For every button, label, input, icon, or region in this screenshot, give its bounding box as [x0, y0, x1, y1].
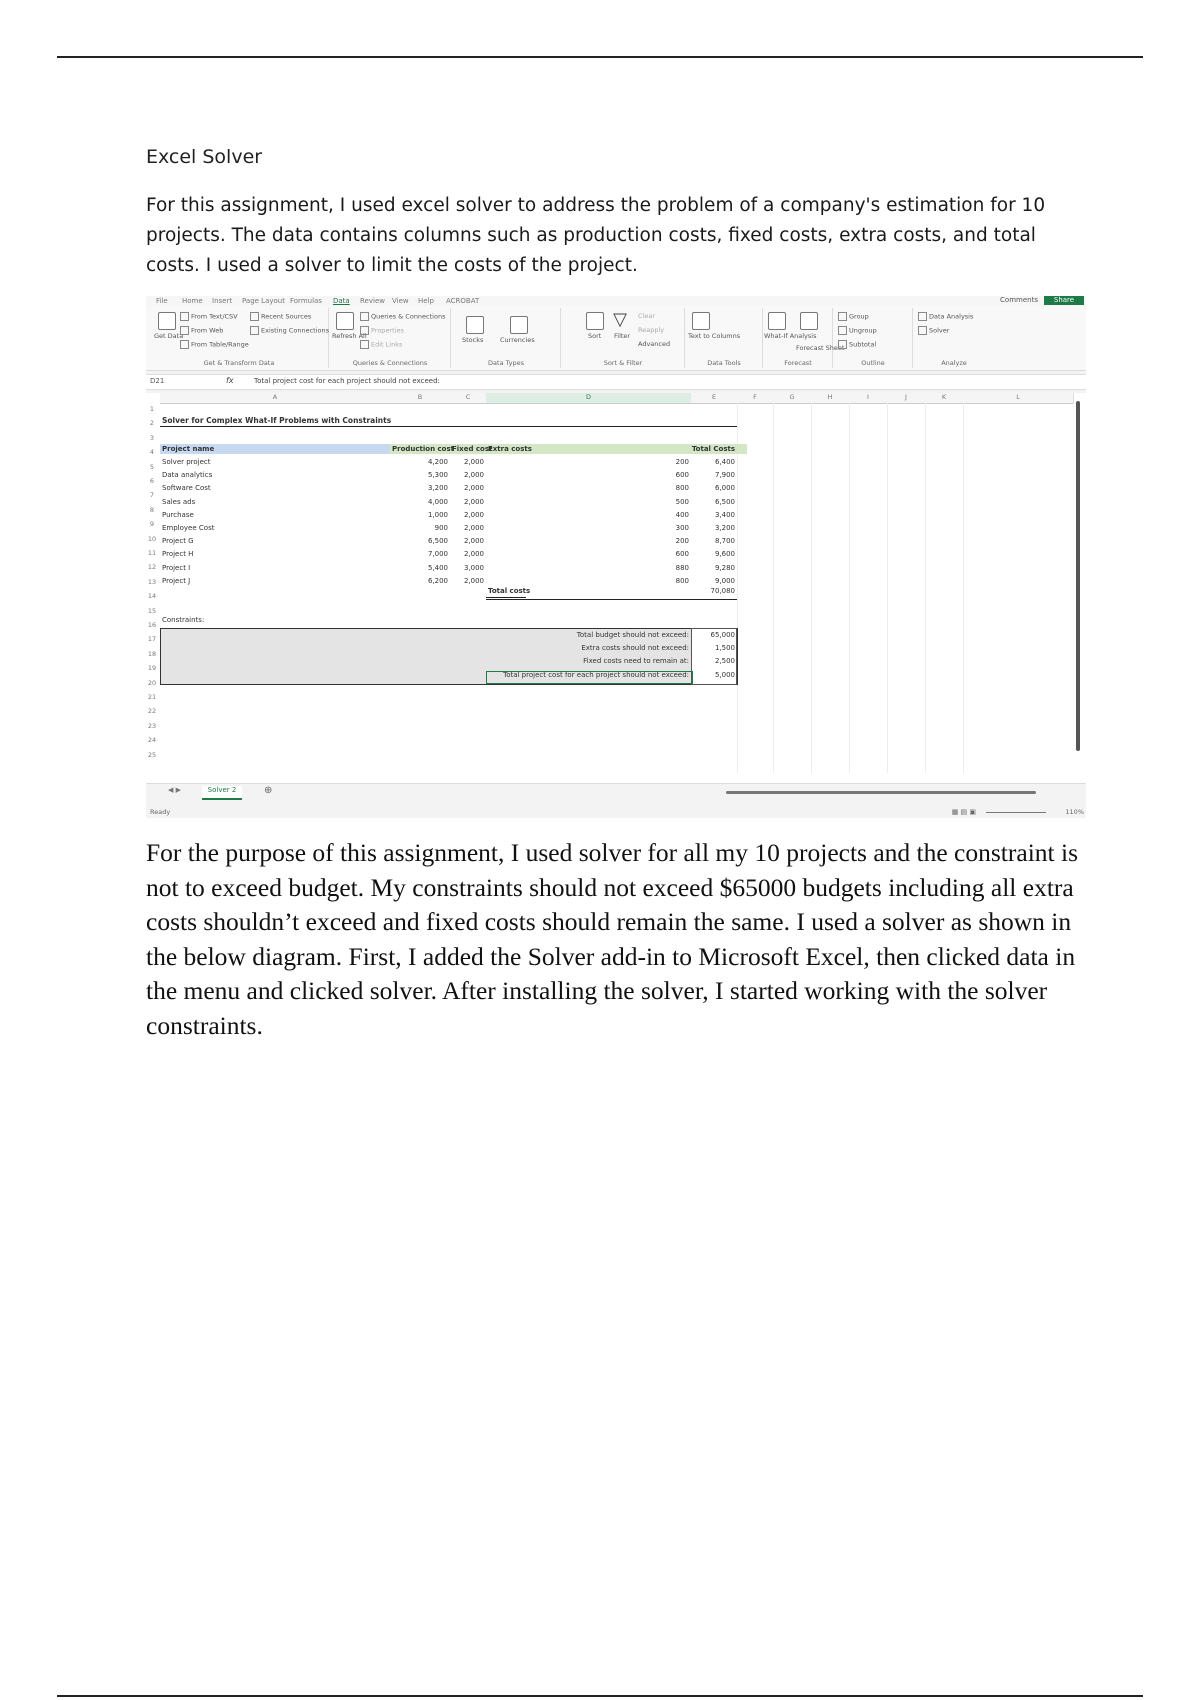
name-box[interactable]: D21: [150, 377, 165, 385]
menu-page-layout[interactable]: Page Layout: [242, 297, 285, 305]
gridline: [811, 403, 812, 773]
gridline: [773, 403, 774, 773]
vertical-scrollbar[interactable]: [1076, 401, 1080, 751]
group-label: Data Tools: [707, 359, 741, 367]
comments-button[interactable]: Comments: [1000, 296, 1038, 304]
text-to-columns-icon: [692, 312, 710, 330]
title-underline: [160, 426, 737, 427]
row-number[interactable]: 6: [149, 477, 155, 485]
group-label: Sort & Filter: [603, 359, 643, 367]
cell-total-costs[interactable]: 6,500: [714, 497, 735, 506]
file-icon: [180, 312, 189, 321]
worksheet-grid[interactable]: [146, 393, 1086, 783]
column-header-h[interactable]: H: [811, 393, 850, 404]
cell-production-cost[interactable]: 5,300: [427, 471, 448, 480]
cell-total-costs[interactable]: 6,000: [714, 484, 735, 493]
cell-total-costs[interactable]: 3,200: [714, 524, 735, 532]
existing-connections-button[interactable]: Existing Connections: [250, 326, 329, 335]
header-total-costs[interactable]: Total Costs: [691, 445, 735, 453]
header-rule: [57, 56, 1143, 58]
group-label: Get & Transform Data: [203, 359, 275, 367]
row-number[interactable]: 25: [147, 750, 157, 759]
menu-help[interactable]: Help: [418, 297, 434, 305]
gridline: [963, 403, 964, 773]
menu-view[interactable]: View: [392, 297, 409, 305]
row-number[interactable]: 9: [149, 520, 155, 529]
group-queries: [330, 308, 451, 368]
constraint-label[interactable]: Total budget should not exceed:: [576, 631, 689, 639]
constraint-label[interactable]: Fixed costs need to remain at:: [583, 657, 689, 666]
group-analyze: [914, 308, 994, 368]
gridline: [887, 403, 888, 773]
cell-production-cost[interactable]: 900: [434, 524, 448, 532]
horizontal-scrollbar[interactable]: [726, 791, 1036, 794]
row-number[interactable]: 2: [149, 419, 155, 428]
row-number[interactable]: 16: [147, 621, 157, 629]
cell-fixed-cost[interactable]: 2,000: [463, 484, 484, 493]
cell-fixed-cost[interactable]: 2,000: [463, 576, 484, 585]
column-header-i[interactable]: I: [849, 393, 888, 404]
cell-extra-costs[interactable]: 600: [675, 471, 689, 480]
row-number[interactable]: 20: [147, 678, 157, 687]
cell-production-cost[interactable]: 4,200: [427, 458, 448, 466]
data-analysis-icon: [918, 312, 927, 321]
column-header-l[interactable]: L: [963, 393, 1074, 404]
document-title: Excel Solver: [146, 146, 263, 168]
intro-paragraph: For this assignment, I used excel solver to address the problem of a company's estimation for 10 projects. The data contains columns such as production costs, fixed costs, extra costs, and total costs. I used a solver to limit the costs of the project.: [146, 195, 1046, 276]
selected-cell-d21[interactable]: [486, 671, 693, 684]
cell-project-name[interactable]: Employee Cost: [162, 524, 215, 532]
bank-icon: [466, 316, 484, 334]
cell-extra-costs[interactable]: 200: [675, 537, 689, 546]
body-paragraph: For the purpose of this assignment, I used solver for all my 10 projects and the constraint is not to exceed budget. My constraints should not exceed $65000 budgets including all extra costs shouldn’t exceed and fixed costs should remain the same. I used a solver as shown in the below diagram. First, I added the Solver add-in to Microsoft Excel, then clicked data in the menu and clicked solver. After installing the solver, I started working with the solver constraints.: [146, 838, 1078, 1040]
cell-project-name[interactable]: Sales ads: [162, 497, 196, 506]
gridline: [925, 403, 926, 773]
clock-icon: [250, 312, 259, 321]
row-number[interactable]: 5: [149, 462, 155, 471]
cell-total-costs[interactable]: 9,000: [714, 576, 735, 585]
link-icon: [250, 326, 259, 335]
cell-fixed-cost[interactable]: 2,000: [463, 510, 484, 519]
cell-total-costs[interactable]: 9,280: [714, 563, 735, 572]
group-forecast: [764, 308, 845, 368]
column-header-k[interactable]: K: [925, 393, 964, 404]
cell-extra-costs[interactable]: 880: [675, 563, 689, 572]
cell-production-cost[interactable]: 6,200: [427, 576, 448, 585]
solver-button[interactable]: Solver: [918, 326, 949, 335]
forecast-sheet-button[interactable]: Forecast Sheet: [796, 344, 845, 352]
edit-links-button[interactable]: Edit Links: [360, 340, 402, 349]
cell-extra-costs[interactable]: 800: [675, 576, 689, 585]
row-number[interactable]: 23: [147, 721, 157, 730]
cell-total-costs[interactable]: 7,900: [714, 471, 735, 480]
cell-fixed-cost[interactable]: 3,000: [463, 563, 484, 572]
menu-file[interactable]: File: [156, 297, 168, 305]
cell-total-costs[interactable]: 6,400: [714, 458, 735, 466]
menu-insert[interactable]: Insert: [212, 297, 233, 305]
group-data-tools: [686, 308, 763, 368]
group-icon: [838, 312, 847, 321]
cell-production-cost[interactable]: 4,000: [427, 497, 448, 506]
constraint-label[interactable]: Extra costs should not exceed:: [581, 644, 689, 653]
cell-extra-costs[interactable]: 500: [675, 497, 689, 506]
constraints-label[interactable]: Constraints:: [162, 616, 205, 624]
row-number[interactable]: 8: [149, 505, 155, 514]
currency-icon: [510, 316, 528, 334]
cell-production-cost[interactable]: 1,000: [427, 510, 448, 519]
sort-button[interactable]: Sort: [588, 332, 602, 340]
properties-icon: [360, 326, 369, 335]
cell-extra-costs[interactable]: 200: [675, 458, 689, 466]
share-button[interactable]: Share: [1044, 296, 1084, 305]
status-ready: Ready: [150, 808, 171, 816]
cell-project-name[interactable]: Project J: [162, 576, 191, 585]
header-project-name[interactable]: Project name: [162, 445, 215, 453]
excel-menu-bar: [146, 296, 1086, 306]
row-number[interactable]: 15: [147, 606, 157, 615]
refresh-all-button[interactable]: Refresh All: [332, 332, 367, 340]
row-number[interactable]: 1: [149, 405, 155, 413]
total-costs-label[interactable]: Total costs: [488, 587, 531, 595]
column-header-e[interactable]: E: [691, 393, 738, 404]
properties-button[interactable]: Properties: [360, 326, 404, 335]
formula-bar: [146, 374, 1086, 390]
cell-total-costs[interactable]: 9,600: [714, 550, 735, 559]
what-if-button[interactable]: What-If Analysis: [764, 332, 817, 340]
group-label: Forecast: [784, 359, 812, 367]
column-header-g[interactable]: G: [773, 393, 812, 404]
cell-total-costs[interactable]: 3,400: [714, 510, 735, 519]
forecast-sheet-icon: [800, 312, 818, 330]
globe-icon: [180, 326, 189, 335]
cell-project-name[interactable]: Solver project: [162, 458, 211, 466]
constraint-value[interactable]: 5,000: [714, 670, 735, 679]
column-header-c[interactable]: C: [450, 393, 487, 404]
table-icon: [180, 340, 189, 349]
cell-production-cost[interactable]: 3,200: [427, 484, 448, 493]
menu-formulas[interactable]: Formulas: [290, 297, 322, 305]
cell-total-costs[interactable]: 8,700: [714, 537, 735, 546]
row-number[interactable]: 19: [147, 664, 157, 673]
clear-button[interactable]: Clear: [638, 312, 655, 320]
fx-icon: fx: [226, 376, 234, 385]
formula-input[interactable]: Total project cost for each project should not exceed:: [254, 377, 440, 385]
queries-connections-button[interactable]: Queries & Connections: [360, 312, 445, 321]
advanced-button[interactable]: Advanced: [638, 340, 671, 348]
row-number[interactable]: 21: [147, 693, 157, 701]
cell-project-name[interactable]: Data analytics: [162, 471, 213, 480]
column-header-f[interactable]: F: [737, 393, 774, 404]
sheet-tab-bar: [146, 783, 1086, 808]
total-costs-value[interactable]: 70,080: [710, 587, 735, 595]
menu-acrobat[interactable]: ACROBAT: [446, 297, 480, 305]
subtotal-icon: [838, 340, 847, 349]
cell-extra-costs[interactable]: 300: [675, 524, 689, 532]
ribbon: [146, 306, 1086, 371]
cell-extra-costs[interactable]: 600: [675, 550, 689, 559]
from-table-button[interactable]: From Table/Range: [180, 340, 249, 349]
row-number[interactable]: 22: [147, 707, 157, 716]
cell-extra-costs[interactable]: 800: [675, 484, 689, 493]
menu-review[interactable]: Review: [360, 297, 385, 305]
group-label: Analyze: [941, 359, 967, 367]
group-label: Queries & Connections: [352, 359, 428, 367]
refresh-icon: [336, 312, 354, 330]
menu-home[interactable]: Home: [182, 297, 203, 305]
column-header-d[interactable]: D: [486, 393, 692, 404]
gridline: [849, 403, 850, 773]
column-header-j[interactable]: J: [887, 393, 926, 404]
row-number[interactable]: 11: [147, 549, 157, 557]
sheet-title[interactable]: Solver for Complex What-If Problems with Constraints: [162, 416, 392, 425]
group-get-transform: [150, 308, 329, 368]
sort-icon: [586, 312, 604, 330]
group-label: Data Types: [488, 359, 524, 367]
data-analysis-button[interactable]: Data Analysis: [918, 312, 973, 321]
header-fixed-cost[interactable]: Fixed cost: [452, 445, 493, 453]
row-number[interactable]: 7: [149, 491, 155, 500]
edit-links-icon: [360, 340, 369, 349]
excel-screenshot: [146, 296, 1086, 818]
cell-project-name[interactable]: Purchase: [162, 510, 194, 519]
cell-production-cost[interactable]: 6,500: [427, 537, 448, 546]
sheet-tab-solver-2[interactable]: Solver 2: [202, 786, 242, 800]
group-button[interactable]: Group: [838, 312, 869, 321]
filter-icon: ▽: [613, 309, 627, 330]
cell-fixed-cost[interactable]: 2,000: [463, 471, 484, 480]
header-production-cost[interactable]: Production cost: [392, 445, 454, 453]
menu-data[interactable]: Data: [333, 297, 350, 305]
cell-fixed-cost[interactable]: 2,000: [463, 537, 484, 546]
add-sheet-icon[interactable]: ⊕: [264, 785, 273, 796]
total-label-underline: [486, 597, 526, 598]
row-number[interactable]: 18: [147, 649, 157, 658]
gridline: [737, 403, 738, 773]
ungroup-icon: [838, 326, 847, 335]
group-outline: [834, 308, 913, 368]
what-if-icon: [768, 312, 786, 330]
checkbox-icon: [360, 312, 369, 321]
zoom-level[interactable]: 110%: [1065, 808, 1084, 816]
cell-project-name[interactable]: Project H: [162, 550, 194, 559]
cell-production-cost[interactable]: 7,000: [427, 550, 448, 559]
status-bar: [146, 807, 1086, 818]
recent-sources-button[interactable]: Recent Sources: [250, 312, 311, 321]
currencies-button[interactable]: Currencies: [500, 336, 535, 344]
row-number[interactable]: 24: [147, 736, 157, 745]
get-data-button[interactable]: Get Data: [154, 332, 184, 340]
from-text-button[interactable]: From Text/CSV: [180, 312, 238, 321]
cell-fixed-cost[interactable]: 2,000: [463, 524, 484, 532]
ungroup-button[interactable]: Ungroup: [838, 326, 877, 335]
header-extra-costs[interactable]: Extra costs: [488, 445, 532, 453]
row-number[interactable]: 4: [149, 448, 155, 457]
cell-project-name[interactable]: Software Cost: [162, 484, 211, 493]
get-data-icon: [158, 312, 176, 330]
subtotal-button[interactable]: Subtotal: [838, 340, 876, 349]
total-row-border: [486, 599, 737, 600]
cell-extra-costs[interactable]: 400: [675, 510, 689, 519]
group-data-types: [452, 308, 561, 368]
constraint-value[interactable]: 2,500: [714, 657, 735, 666]
cell-fixed-cost[interactable]: 2,000: [463, 550, 484, 559]
constraint-value[interactable]: 1,500: [714, 644, 735, 653]
reapply-button[interactable]: Reapply: [638, 326, 665, 334]
from-web-button[interactable]: From Web: [180, 326, 223, 335]
text-to-columns-button[interactable]: Text to Columns: [688, 332, 741, 340]
footer-rule: [57, 1695, 1143, 1697]
cell-production-cost[interactable]: 5,400: [427, 563, 448, 572]
row-number[interactable]: 13: [147, 577, 157, 586]
row-number[interactable]: 10: [147, 534, 157, 543]
column-header-b[interactable]: B: [390, 393, 451, 404]
constraint-value[interactable]: 65,000: [710, 631, 735, 639]
row-number[interactable]: 17: [147, 635, 157, 644]
cell-fixed-cost[interactable]: 2,000: [463, 497, 484, 506]
filter-button[interactable]: Filter: [614, 332, 631, 340]
solver-icon: [918, 326, 927, 335]
cell-project-name[interactable]: Project G: [162, 537, 194, 546]
constraint-label[interactable]: Total project cost for each project should not exceed:: [503, 670, 689, 679]
column-header-a[interactable]: A: [160, 393, 391, 404]
cell-project-name[interactable]: Project I: [162, 563, 191, 572]
view-mode-icons[interactable]: ▦ ▤ ▣: [951, 808, 976, 816]
sheet-nav-arrows[interactable]: ◀ ▶: [168, 786, 181, 794]
zoom-slider[interactable]: [986, 812, 1046, 813]
row-number[interactable]: 14: [147, 592, 157, 601]
cell-fixed-cost[interactable]: 2,000: [463, 458, 484, 466]
row-number[interactable]: 12: [147, 563, 157, 572]
stocks-button[interactable]: Stocks: [462, 336, 484, 344]
row-number[interactable]: 3: [149, 433, 155, 442]
group-label: Outline: [861, 359, 885, 367]
group-sort-filter: [562, 308, 685, 368]
